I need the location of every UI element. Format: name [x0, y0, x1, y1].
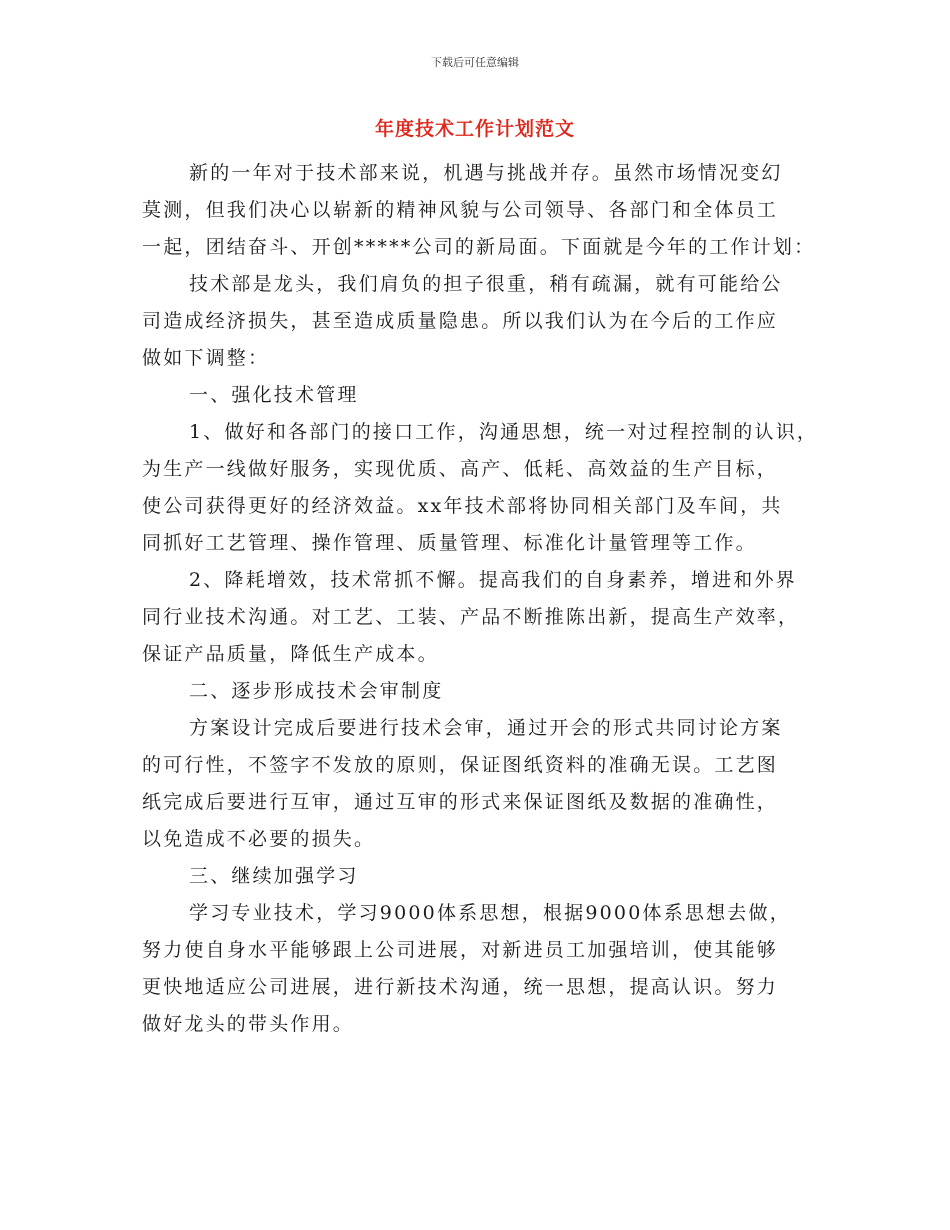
- text-line: 为生产一线做好服务，实现优质、高产、低耗、高效益的生产目标，: [142, 458, 779, 480]
- text-line: 莫测，但我们决心以崭新的精神风貌与公司领导、各部门和全体员工: [142, 199, 779, 221]
- text-line: 以免造成不必要的损失。: [142, 828, 376, 850]
- text-line: 做好龙头的带头作用。: [142, 1013, 355, 1035]
- text-line: 保证产品质量，降低生产成本。: [142, 643, 439, 665]
- section-heading: 二、逐步形成技术会审制度: [189, 680, 444, 702]
- text-line: 同行业技术沟通。对工艺、工装、产品不断推陈出新，提高生产效率，: [142, 606, 800, 628]
- text-line: 一起，团结奋斗、开创*****公司的新局面。下面就是今年的工作计划：: [142, 236, 816, 258]
- text-line: 新的一年对于技术部来说，机遇与挑战并存。虽然市场情况变幻: [189, 162, 783, 184]
- text-line: 方案设计完成后要进行技术会审，通过开会的形式共同讨论方案: [189, 717, 783, 739]
- text-line: 学习专业技术，学习9000体系思想，根据9000体系思想去做，: [189, 902, 791, 924]
- text-line: 2、降耗增效，技术常抓不懈。提高我们的自身素养，增进和外界: [189, 569, 797, 591]
- text-line: 技术部是龙头，我们肩负的担子很重，稍有疏漏，就有可能给公: [189, 273, 783, 295]
- text-line: 的可行性，不签字不发放的原则，保证图纸资料的准确无误。工艺图: [142, 754, 779, 776]
- section-heading: 一、强化技术管理: [189, 384, 359, 406]
- text-line: 纸完成后要进行互审，通过互审的形式来保证图纸及数据的准确性，: [142, 791, 779, 813]
- text-line: 1、做好和各部门的接口工作，沟通思想，统一对过程控制的认识，: [189, 421, 819, 443]
- text-line: 同抓好工艺管理、操作管理、质量管理、标准化计量管理等工作。: [142, 532, 757, 554]
- header-note: 下载后可任意编辑: [431, 56, 519, 69]
- document-body: [142, 159, 832, 1039]
- text-line: 努力使自身水平能够跟上公司进展，对新进员工加强培训，使其能够: [142, 939, 779, 961]
- document-title: 年度技术工作计划范文: [374, 118, 575, 140]
- text-line: 更快地适应公司进展，进行新技术沟通，统一思想，提高认识。努力: [142, 976, 779, 998]
- text-line: 使公司获得更好的经济效益。xx年技术部将协同相关部门及车间，共: [142, 495, 783, 517]
- text-line: 司造成经济损失，甚至造成质量隐患。所以我们认为在今后的工作应: [142, 310, 779, 332]
- section-heading: 三、继续加强学习: [189, 865, 359, 887]
- text-line: 做如下调整：: [142, 347, 270, 369]
